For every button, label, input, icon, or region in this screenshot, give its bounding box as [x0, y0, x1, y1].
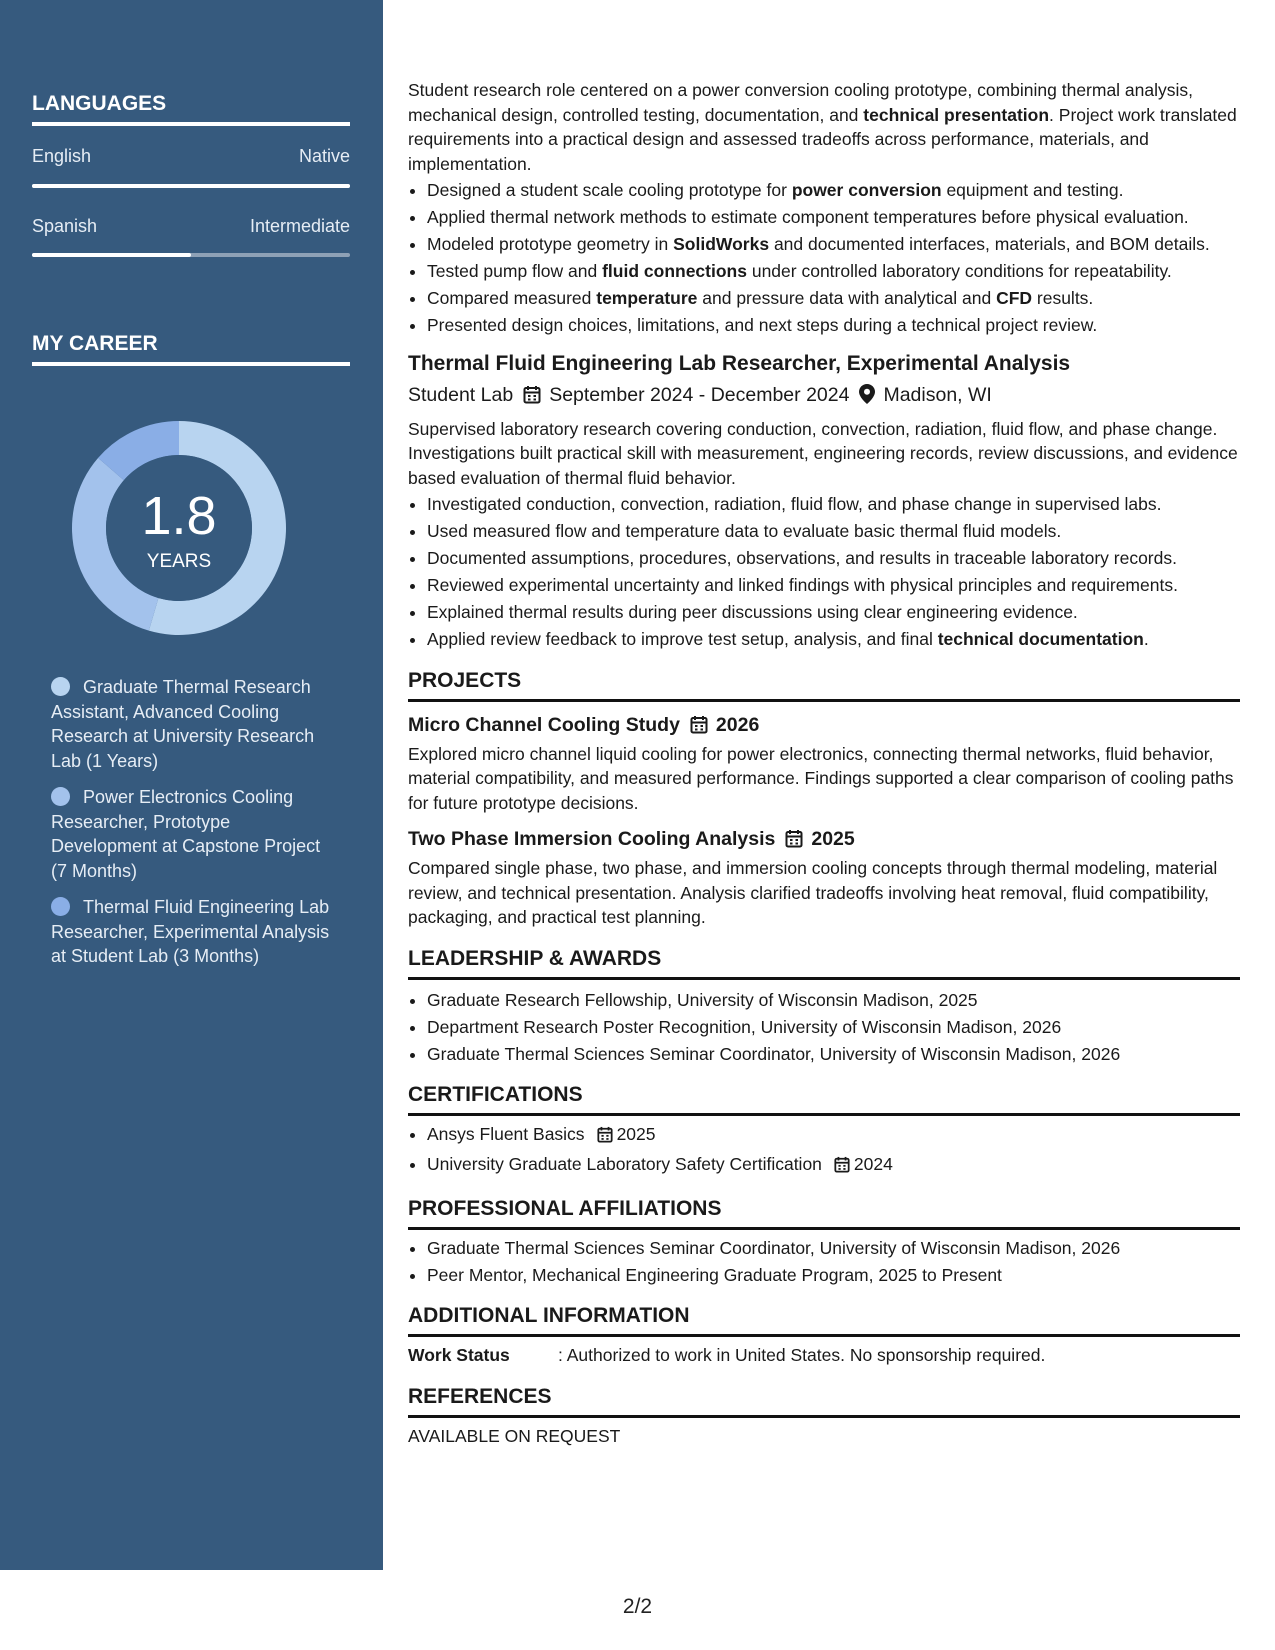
job-bullet	[427, 178, 1240, 203]
career-item	[51, 895, 331, 969]
project-year: 2025	[811, 828, 855, 850]
bullet-bold: technical documentation	[937, 629, 1144, 649]
job-bullet	[427, 205, 1240, 230]
job-bullet	[427, 573, 1240, 598]
affiliations-heading: PROFESSIONAL AFFILIATIONS	[408, 1195, 1240, 1230]
certifications-heading: CERTIFICATIONS	[408, 1081, 1240, 1116]
career-item-text: Graduate Thermal Research Assistant, Advanced Cooling Research at University Research Lab (1 Years)	[51, 677, 315, 771]
language-name: English	[32, 146, 92, 166]
calendar-icon	[523, 384, 541, 412]
bullet-text: under controlled laboratory conditions for repeatability.	[746, 261, 1172, 281]
career-total-unit: YEARS	[146, 551, 212, 572]
job-bullets	[408, 492, 1240, 652]
job-bullet	[427, 519, 1240, 544]
certification-year: 2025	[616, 1124, 656, 1144]
bullet-text: Used measured flow and temperature data to evaluate basic thermal fluid models.	[427, 521, 1062, 541]
work-status-value: : Authorized to work in United States. No sponsorship required.	[558, 1345, 1046, 1365]
bullet-text: equipment and testing.	[941, 180, 1124, 200]
career-dot-icon	[51, 897, 70, 916]
language-proficiency-fill	[32, 253, 191, 257]
summary-text: . Project work translated requirements into a practical design and assessed tradeoffs across performance, materials, and implementation.	[408, 104, 1237, 174]
job-meta	[408, 381, 1240, 412]
bullet-bold: fluid connections	[602, 261, 747, 281]
leadership-heading: LEADERSHIP & AWARDS	[408, 945, 1240, 980]
career-item	[51, 675, 331, 773]
certification-name: Ansys Fluent Basics	[427, 1124, 585, 1144]
summary-text: Student research role centered on a power conversion cooling prototype, combining thermal analysis, mechanical design, controlled testing, documentation, and	[408, 80, 1194, 125]
sidebar	[0, 0, 383, 1570]
affiliation-item: • Peer Mentor, Mechanical Engineering Graduate Program, 2025 to Present	[427, 1263, 1240, 1288]
bullet-text: Designed a student scale cooling prototype for	[427, 180, 792, 200]
career-dot-icon	[51, 787, 70, 806]
bullet-text: and documented interfaces, materials, and BOM details.	[769, 234, 1210, 254]
job-bullets	[408, 178, 1240, 338]
project-title-row	[408, 825, 1240, 856]
bullet-text: .	[1143, 629, 1149, 649]
projects-heading: PROJECTS	[408, 667, 1240, 702]
project-description: Explored micro channel liquid cooling for power electronics, connecting thermal networks, fluid behavior, material compatibility, and measured performance. Findings supported a clear comparison of cooling paths for future prototype decisions.	[408, 743, 1234, 813]
bullet-text: Explained thermal results during peer discussions using clear engineering evidence.	[427, 602, 1078, 622]
language-proficiency-fill	[32, 184, 350, 188]
calendar-icon	[834, 1155, 850, 1180]
certification-year: 2024	[853, 1154, 893, 1174]
job-bullet	[427, 492, 1240, 517]
job-bullet	[427, 627, 1240, 652]
job-bullet	[427, 232, 1240, 257]
certifications-list	[408, 1122, 1240, 1180]
work-status-label: Work Status	[408, 1345, 510, 1365]
bullet-bold: power conversion	[791, 180, 942, 200]
job-title: Thermal Fluid Engineering Lab Researcher, Experimental Analysis	[408, 351, 1071, 375]
bullet-text: Documented assumptions, procedures, observations, and results in traceable laboratory records.	[427, 548, 1177, 568]
project-title: Two Phase Immersion Cooling Analysis	[408, 828, 776, 850]
calendar-icon	[597, 1125, 613, 1150]
bullet-text: Compared measured	[427, 288, 597, 308]
career-donut-chart	[66, 415, 292, 641]
bullet-text: results.	[1032, 288, 1094, 308]
job-dates: September 2024 - December 2024	[549, 383, 850, 406]
certification-name: University Graduate Laboratory Safety Certification	[427, 1154, 822, 1174]
project-title: Micro Channel Cooling Study	[408, 713, 680, 736]
job-company: Student Lab	[408, 383, 514, 406]
language-level: Intermediate	[249, 216, 350, 236]
references-text: AVAILABLE ON REQUEST	[408, 1425, 621, 1446]
bullet-bold: temperature	[596, 288, 698, 308]
certification-item	[427, 1122, 1240, 1150]
work-status-row	[408, 1343, 1240, 1368]
bullet-text: Modeled prototype geometry in	[427, 234, 674, 254]
leadership-list	[408, 988, 1240, 1067]
bullet-text: Presented design choices, limitations, and next steps during a technical project review.	[427, 315, 1098, 335]
bullet-text: Applied review feedback to improve test setup, analysis, and final	[427, 629, 938, 649]
language-level: Native	[298, 146, 350, 166]
project-year: 2026	[715, 713, 760, 736]
job-bullet	[427, 286, 1240, 311]
career-heading: MY CAREER	[32, 332, 350, 366]
bullet-text: Reviewed experimental uncertainty and linked findings with physical principles and requirements.	[427, 575, 1178, 595]
calendar-icon	[785, 828, 803, 856]
bullet-text: Applied thermal network methods to estimate component temperatures before physical evaluation.	[427, 207, 1189, 227]
job-bullet	[427, 259, 1240, 284]
leadership-item: • Department Research Poster Recognition, University of Wisconsin Madison, 2026	[427, 1015, 1240, 1040]
bullet-text: Investigated conduction, convection, radiation, fluid flow, and phase change in supervised labs.	[427, 494, 1162, 514]
job-bullet	[427, 313, 1240, 338]
language-name: Spanish	[32, 216, 98, 236]
languages-heading: LANGUAGES	[32, 92, 350, 126]
project-title-row	[408, 711, 1240, 742]
career-item-text: Thermal Fluid Engineering Lab Researcher, Experimental Analysis at Student Lab (3 Months)	[51, 897, 330, 966]
affiliation-item: • Graduate Thermal Sciences Seminar Coordinator, University of Wisconsin Madison, 2026	[427, 1236, 1240, 1261]
bullet-bold: CFD	[996, 288, 1033, 308]
career-list	[51, 675, 331, 981]
bullet-bold: SolidWorks	[673, 234, 770, 254]
affiliations-list	[408, 1236, 1240, 1288]
page-number: 2/2	[622, 1595, 653, 1618]
calendar-icon	[690, 714, 708, 742]
bullet-text: Tested pump flow and	[427, 261, 603, 281]
career-item-text: Power Electronics Cooling Researcher, Prototype Development at Capstone Project (7 Months)	[51, 787, 321, 881]
summary-bold: technical presentation	[863, 104, 1050, 125]
leadership-item: • Graduate Thermal Sciences Seminar Coordinator, University of Wisconsin Madison, 2026	[427, 1042, 1240, 1067]
job-bullet	[427, 600, 1240, 625]
job-bullet	[427, 546, 1240, 571]
certification-item	[427, 1152, 1240, 1180]
additional-info-heading: ADDITIONAL INFORMATION	[408, 1302, 1240, 1337]
career-item	[51, 785, 331, 883]
leadership-item: • Graduate Research Fellowship, University of Wisconsin Madison, 2025	[427, 988, 1240, 1013]
project-description: Compared single phase, two phase, and immersion cooling concepts through thermal modeling, material review, and technical presentation. Analysis clarified tradeoffs involving heat removal, fluid compatibility, packaging, and practical test planning.	[408, 858, 1218, 927]
references-heading: REFERENCES	[408, 1383, 1240, 1418]
job-location: Madison, WI	[883, 383, 992, 406]
job-summary	[408, 78, 1240, 176]
career-total-years: 1.8	[141, 486, 217, 546]
job-summary: Supervised laboratory research covering conduction, convection, radiation, fluid flow, and phase change. Investigations built practical skill with measurement, engineering records, review discussions, and evidence based evaluation of thermal fluid behavior.	[408, 418, 1238, 488]
location-pin-icon	[859, 384, 875, 412]
career-dot-icon	[51, 677, 70, 696]
language-proficiency-bar	[32, 253, 350, 257]
language-proficiency-bar	[32, 184, 350, 188]
main-content	[408, 78, 1240, 1448]
bullet-text: and pressure data with analytical and	[697, 288, 997, 308]
